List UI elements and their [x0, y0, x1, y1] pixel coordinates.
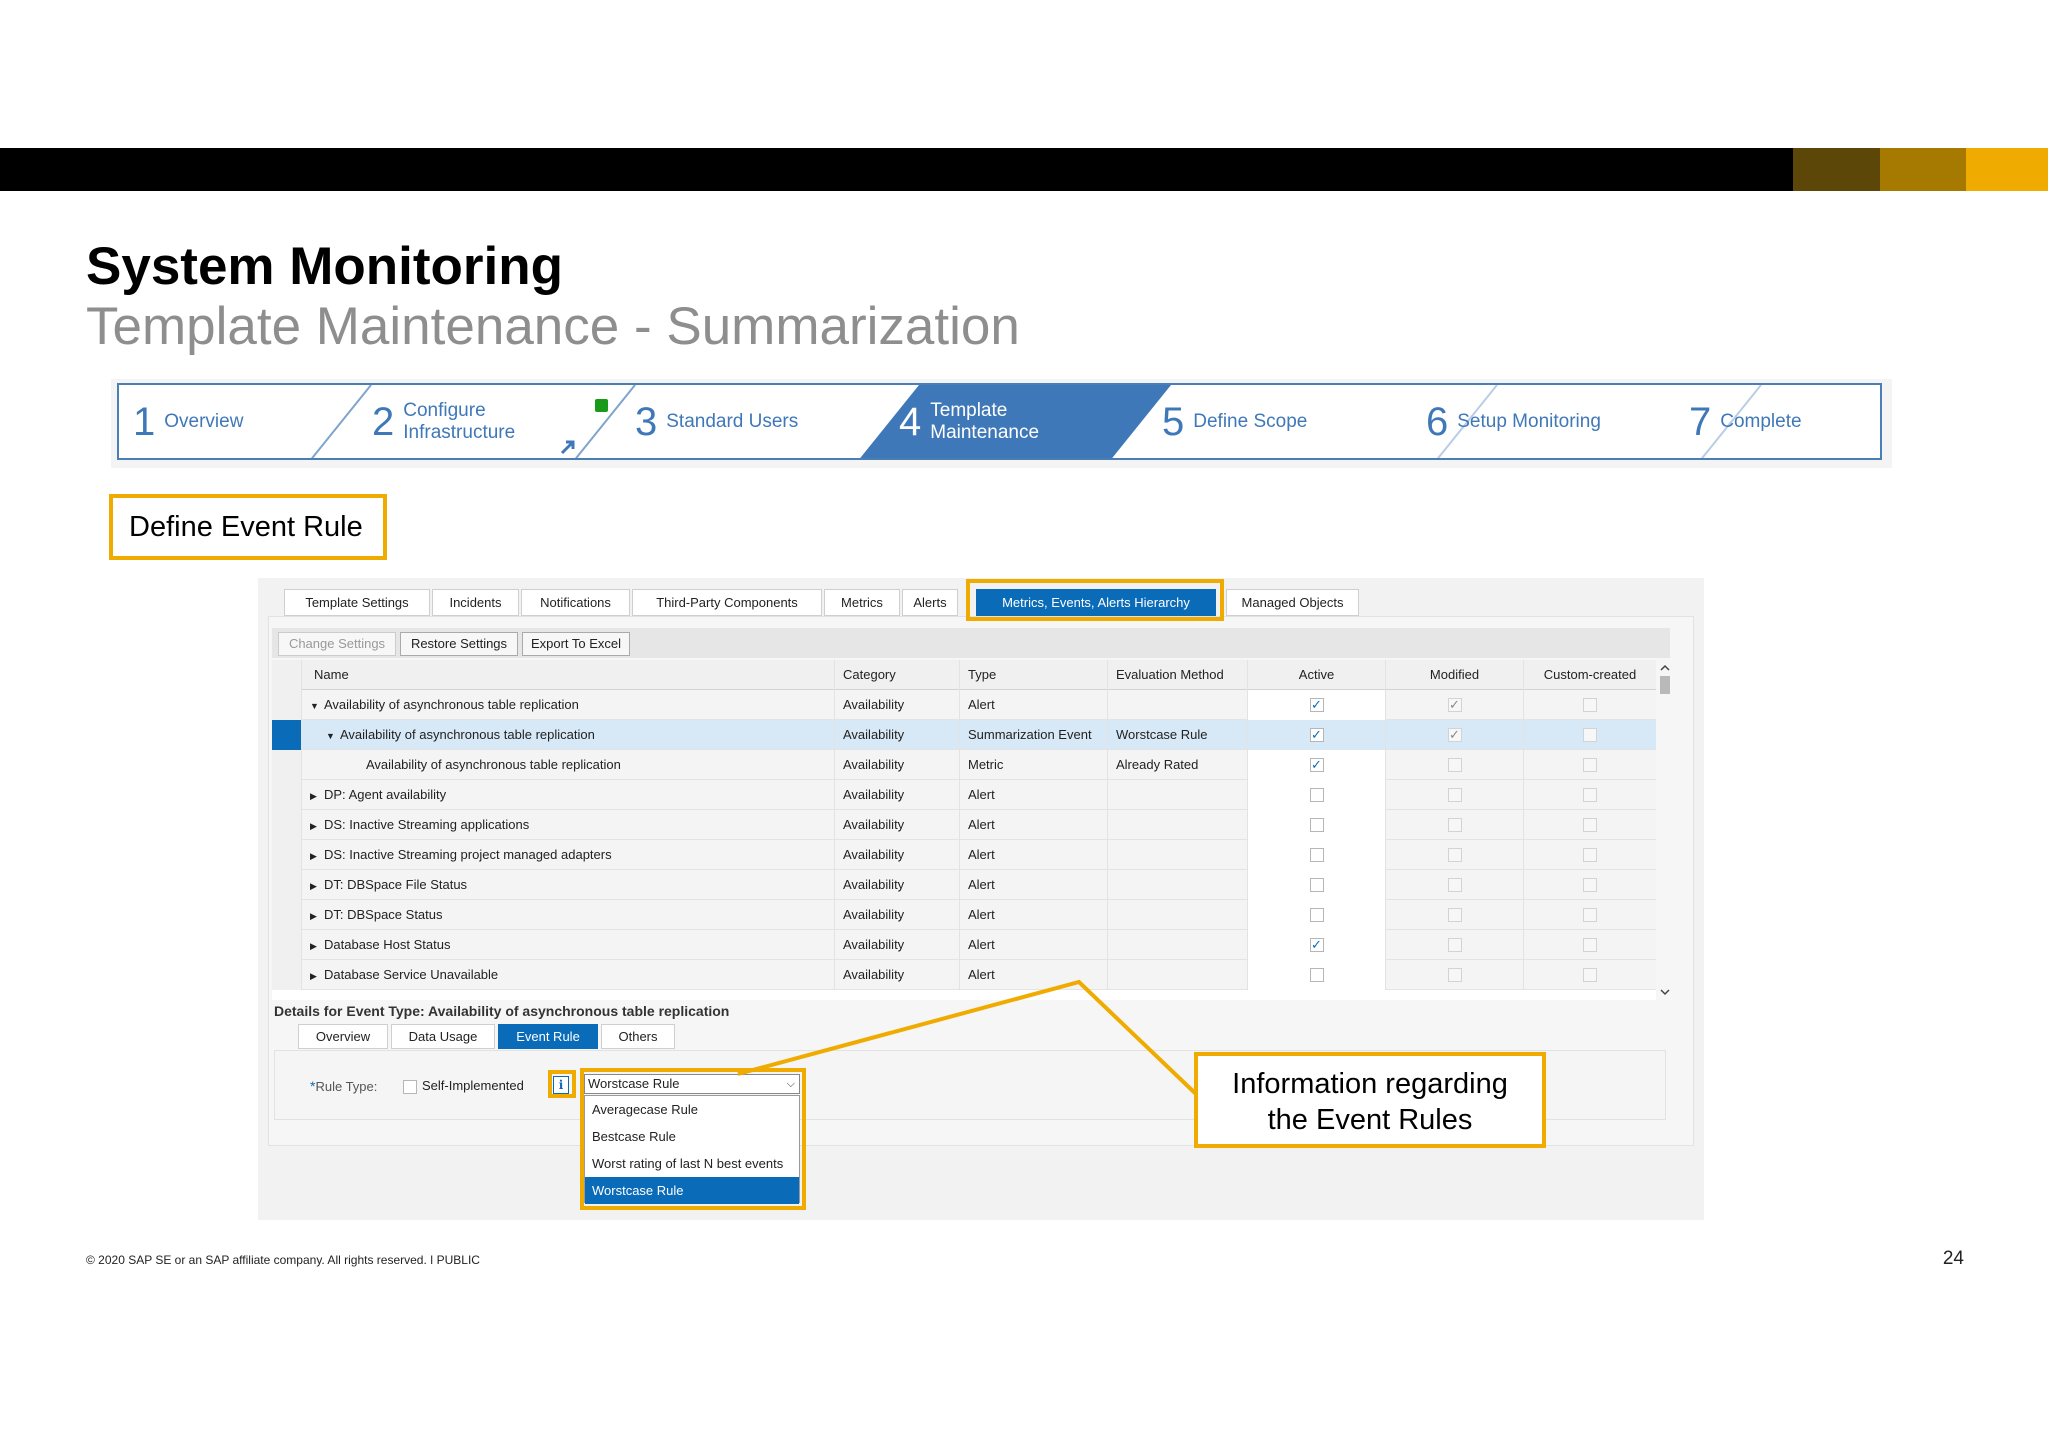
tab-managed-objects[interactable]: Managed Objects	[1226, 589, 1359, 616]
cell-type: Alert	[959, 960, 1107, 990]
row-selector[interactable]	[272, 840, 302, 870]
cell-active	[1247, 870, 1385, 900]
tab-metrics[interactable]: Metrics	[824, 589, 900, 616]
cell-name-text: Availability of asynchronous table replication	[366, 757, 621, 772]
cell-name-text: DT: DBSpace Status	[324, 907, 443, 922]
cell-custom	[1523, 870, 1656, 900]
slide-subtitle: Template Maintenance - Summarization	[86, 297, 1020, 356]
cell-name	[302, 870, 834, 900]
step-label: Standard Users	[666, 410, 799, 432]
tab-incidents[interactable]: Incidents	[432, 589, 519, 616]
cell-eval	[1107, 930, 1247, 960]
cell-eval	[1107, 840, 1247, 870]
self-implemented-checkbox[interactable]	[403, 1080, 417, 1094]
step-label: Complete	[1720, 410, 1802, 432]
restore-settings-button[interactable]: Restore Settings	[400, 632, 518, 656]
cell-name-text: Database Service Unavailable	[324, 967, 499, 982]
modified-checkbox[interactable]	[1448, 818, 1462, 832]
cell-name	[302, 840, 834, 870]
tab-metrics-events-alerts-hierarchy[interactable]: Metrics, Events, Alerts Hierarchy	[976, 589, 1216, 616]
row-selector[interactable]	[272, 780, 302, 810]
cell-active	[1247, 750, 1385, 780]
cell-modified	[1385, 690, 1523, 720]
cell-name	[302, 720, 834, 750]
option-worst-rating-last-n[interactable]: Worst rating of last N best events	[592, 1156, 784, 1171]
step-number: 6	[1426, 399, 1449, 444]
step-number: 3	[635, 399, 658, 444]
modified-checkbox[interactable]	[1448, 908, 1462, 922]
cell-name	[302, 750, 834, 780]
cell-type: Metric	[959, 750, 1107, 780]
table-row[interactable]	[272, 870, 1656, 900]
scroll-thumb[interactable]	[1660, 676, 1670, 694]
cell-type: Alert	[959, 690, 1107, 720]
cell-category: Availability	[834, 780, 959, 810]
detail-tab-data-usage[interactable]: Data Usage	[391, 1024, 495, 1049]
details-title: Details for Event Type: Availability of asynchronous table replication	[274, 1003, 730, 1019]
table-row[interactable]	[272, 780, 1656, 810]
detail-tab-overview[interactable]: Overview	[298, 1024, 388, 1049]
option-bestcase-rule[interactable]: Bestcase Rule	[592, 1129, 676, 1144]
required-marker: *	[310, 1078, 316, 1094]
cell-type: Alert	[959, 870, 1107, 900]
tab-third-party-components[interactable]: Third-Party Components	[632, 589, 822, 616]
modified-checkbox[interactable]	[1448, 848, 1462, 862]
step-number: 1	[133, 399, 156, 444]
cell-custom	[1523, 900, 1656, 930]
custom-checkbox[interactable]	[1583, 758, 1597, 772]
column-header-active[interactable]: Active	[1247, 660, 1385, 690]
cell-eval: Worstcase Rule	[1107, 720, 1247, 750]
hierarchy-table	[272, 660, 1656, 1000]
wizard-step-3[interactable]	[635, 385, 798, 458]
cell-eval	[1107, 960, 1247, 990]
top-bar-accent-light	[1966, 148, 2048, 191]
expand-closed-icon[interactable]: ▶	[310, 851, 317, 861]
cell-custom	[1523, 840, 1656, 870]
cell-eval	[1107, 780, 1247, 810]
cell-active	[1247, 780, 1385, 810]
expand-closed-icon[interactable]: ▶	[310, 791, 317, 801]
wizard-step-7[interactable]	[1689, 385, 1802, 458]
cell-active	[1247, 900, 1385, 930]
navigate-arrow-icon	[562, 442, 573, 453]
cell-active	[1247, 840, 1385, 870]
expand-closed-icon[interactable]: ▶	[310, 971, 317, 981]
cell-category: Availability	[834, 690, 959, 720]
cell-custom	[1523, 720, 1656, 750]
option-worstcase-rule[interactable]: Worstcase Rule	[585, 1177, 799, 1204]
cell-eval	[1107, 690, 1247, 720]
table-scrollbar[interactable]	[1658, 662, 1672, 998]
export-to-excel-button[interactable]: Export To Excel	[522, 632, 630, 656]
change-settings-button[interactable]: Change Settings	[278, 632, 396, 656]
cell-type: Summarization Event	[959, 720, 1107, 750]
cell-active	[1247, 930, 1385, 960]
active-checkbox[interactable]	[1310, 878, 1324, 892]
cell-custom	[1523, 690, 1656, 720]
table-row[interactable]	[272, 960, 1656, 990]
step-label: Template Maintenance	[930, 399, 1040, 443]
active-checkbox[interactable]	[1310, 908, 1324, 922]
callout-line-1: Information regarding	[1232, 1068, 1508, 1100]
dropdown-highlight-frame	[580, 1068, 806, 1210]
cell-name-text: DS: Inactive Streaming project managed adapters	[324, 847, 612, 862]
modified-checkbox[interactable]: ✓	[1449, 697, 1460, 712]
cell-category: Availability	[834, 900, 959, 930]
cell-custom	[1523, 750, 1656, 780]
cell-category: Availability	[834, 810, 959, 840]
cell-name	[302, 960, 834, 990]
top-bar-accent-dark	[1793, 148, 1880, 191]
modified-checkbox[interactable]	[1448, 938, 1462, 952]
cell-category: Availability	[834, 960, 959, 990]
custom-checkbox[interactable]	[1583, 788, 1597, 802]
tab-alerts[interactable]: Alerts	[902, 589, 958, 616]
cell-name	[302, 780, 834, 810]
cell-active	[1247, 690, 1385, 720]
cell-name	[302, 810, 834, 840]
cell-modified	[1385, 900, 1523, 930]
cell-type: Alert	[959, 900, 1107, 930]
wizard-steps-bar	[117, 383, 1882, 460]
cell-category: Availability	[834, 720, 959, 750]
cell-modified	[1385, 870, 1523, 900]
custom-checkbox[interactable]	[1583, 908, 1597, 922]
option-averagecase-rule[interactable]: Averagecase Rule	[592, 1102, 698, 1117]
row-selector[interactable]	[272, 720, 302, 750]
page-number: 24	[1942, 1248, 1964, 1269]
row-selector[interactable]	[272, 930, 302, 960]
cell-active	[1247, 720, 1385, 750]
step-label: Define Scope	[1193, 410, 1308, 432]
cell-modified	[1385, 750, 1523, 780]
rule-type-value: Worstcase Rule	[588, 1076, 680, 1091]
table-header-row	[272, 660, 1656, 690]
tab-notifications[interactable]: Notifications	[521, 589, 630, 616]
row-selector[interactable]	[272, 870, 302, 900]
wizard-step-2[interactable]	[372, 385, 515, 458]
cell-modified	[1385, 960, 1523, 990]
modified-checkbox[interactable]	[1448, 788, 1462, 802]
expand-closed-icon[interactable]: ▶	[310, 881, 317, 891]
active-checkbox[interactable]	[1310, 848, 1324, 862]
cell-type: Alert	[959, 780, 1107, 810]
slide-footer: © 2020 SAP SE or an SAP affiliate company. All rights reserved. ǀ PUBLIC	[86, 1253, 480, 1267]
modified-checkbox[interactable]	[1448, 878, 1462, 892]
wizard-step-5[interactable]	[1162, 385, 1307, 458]
custom-checkbox[interactable]	[1583, 878, 1597, 892]
rule-type-text: Rule Type:	[315, 1079, 378, 1094]
step-number: 5	[1162, 399, 1185, 444]
cell-type: Alert	[959, 810, 1107, 840]
cell-category: Availability	[834, 840, 959, 870]
row-selector[interactable]	[272, 960, 302, 990]
wizard-step-6[interactable]	[1426, 385, 1601, 458]
column-header-custom-created[interactable]: Custom-created	[1523, 660, 1656, 690]
table-row[interactable]	[272, 840, 1656, 870]
custom-checkbox[interactable]	[1583, 698, 1597, 712]
cell-custom	[1523, 810, 1656, 840]
chevron-down-icon[interactable]: ⌵	[786, 1078, 795, 1090]
status-ok-icon	[595, 399, 608, 412]
cell-category: Availability	[834, 750, 959, 780]
row-selector[interactable]	[272, 900, 302, 930]
cell-category: Availability	[834, 930, 959, 960]
active-checkbox[interactable]: ✓	[1311, 697, 1322, 712]
table-toolbar	[272, 628, 1670, 658]
cell-modified	[1385, 840, 1523, 870]
cell-custom	[1523, 780, 1656, 810]
tab-template-settings[interactable]: Template Settings	[284, 589, 430, 616]
expand-open-icon[interactable]: ▼	[310, 701, 319, 711]
active-checkbox[interactable]: ✓	[1311, 727, 1322, 742]
table-row[interactable]	[272, 750, 1656, 780]
active-checkbox[interactable]: ✓	[1311, 757, 1322, 772]
column-header-name[interactable]: Name	[314, 667, 349, 682]
cell-name-text: Availability of asynchronous table replication	[340, 727, 595, 742]
top-bar-accent-mid	[1880, 148, 1966, 191]
step-number: 4	[899, 399, 922, 444]
column-header-category[interactable]: Category	[834, 660, 959, 690]
scroll-up-icon[interactable]	[1661, 666, 1669, 670]
info-icon[interactable]: i	[553, 1076, 569, 1094]
custom-checkbox[interactable]	[1583, 848, 1597, 862]
active-checkbox[interactable]	[1310, 788, 1324, 802]
callout-line-2: the Event Rules	[1267, 1104, 1473, 1136]
step-number: 7	[1689, 399, 1712, 444]
expand-closed-icon[interactable]: ▶	[310, 821, 317, 831]
table-row[interactable]	[272, 930, 1656, 960]
active-checkbox[interactable]	[1310, 818, 1324, 832]
wizard-step-1[interactable]	[133, 385, 243, 458]
step-label: Overview	[164, 410, 244, 432]
select-all-cell[interactable]	[272, 660, 302, 690]
cell-eval	[1107, 810, 1247, 840]
cell-type: Alert	[959, 840, 1107, 870]
cell-name-text: DP: Agent availability	[324, 787, 447, 802]
cell-name	[302, 900, 834, 930]
cell-name-text: Database Host Status	[324, 937, 451, 952]
expand-open-icon[interactable]: ▼	[326, 731, 335, 741]
custom-checkbox[interactable]	[1583, 938, 1597, 952]
active-checkbox[interactable]: ✓	[1311, 937, 1322, 952]
expand-closed-icon[interactable]: ▶	[310, 911, 317, 921]
table-row[interactable]	[272, 720, 1656, 750]
scroll-down-icon[interactable]	[1661, 990, 1669, 994]
cell-name	[302, 690, 834, 720]
custom-checkbox[interactable]	[1583, 818, 1597, 832]
expand-closed-icon[interactable]: ▶	[310, 941, 317, 951]
modified-checkbox[interactable]	[1448, 968, 1462, 982]
detail-tab-others[interactable]: Others	[601, 1024, 675, 1049]
define-event-rule-callout: Define Event Rule	[109, 494, 387, 560]
cell-active	[1247, 810, 1385, 840]
event-rules-info-callout	[1194, 1052, 1546, 1148]
step-label: Configure Infrastructure	[403, 399, 516, 443]
table-row[interactable]	[272, 810, 1656, 840]
cell-eval	[1107, 870, 1247, 900]
step-label: Setup Monitoring	[1457, 410, 1601, 432]
modified-checkbox[interactable]: ✓	[1449, 727, 1460, 742]
slide-title: System Monitoring	[86, 237, 564, 296]
detail-tab-event-rule[interactable]: Event Rule	[498, 1024, 598, 1049]
cell-eval: Already Rated	[1107, 750, 1247, 780]
column-header-modified[interactable]: Modified	[1385, 660, 1523, 690]
cell-modified	[1385, 780, 1523, 810]
row-selector[interactable]	[272, 690, 302, 720]
modified-checkbox[interactable]	[1448, 758, 1462, 772]
cell-active	[1247, 960, 1385, 990]
cell-modified	[1385, 720, 1523, 750]
tab-highlight-frame	[966, 579, 1224, 621]
cell-name	[302, 930, 834, 960]
top-bar	[0, 148, 2048, 191]
cell-type: Alert	[959, 930, 1107, 960]
table-row[interactable]	[272, 900, 1656, 930]
active-checkbox[interactable]	[1310, 968, 1324, 982]
cell-eval	[1107, 900, 1247, 930]
wizard-step-4[interactable]	[899, 385, 1039, 458]
self-implemented-label: Self-Implemented	[422, 1078, 524, 1093]
custom-checkbox[interactable]	[1583, 968, 1597, 982]
cell-modified	[1385, 930, 1523, 960]
table-row[interactable]	[272, 690, 1656, 720]
cell-custom	[1523, 960, 1656, 990]
info-icon-highlight-frame	[548, 1070, 576, 1098]
cell-name-text: DT: DBSpace File Status	[324, 877, 468, 892]
cell-name-text: Availability of asynchronous table replication	[324, 697, 579, 712]
rule-type-label	[310, 1078, 377, 1094]
custom-checkbox[interactable]	[1583, 728, 1597, 742]
cell-modified	[1385, 810, 1523, 840]
column-header-evaluation-method[interactable]: Evaluation Method	[1107, 660, 1247, 690]
row-selector[interactable]	[272, 810, 302, 840]
cell-name-text: DS: Inactive Streaming applications	[324, 817, 530, 832]
step-number: 2	[372, 399, 395, 444]
guided-procedure-wizard	[111, 379, 1892, 468]
cell-category: Availability	[834, 870, 959, 900]
column-header-type[interactable]: Type	[959, 660, 1107, 690]
cell-custom	[1523, 930, 1656, 960]
row-selector[interactable]	[272, 750, 302, 780]
